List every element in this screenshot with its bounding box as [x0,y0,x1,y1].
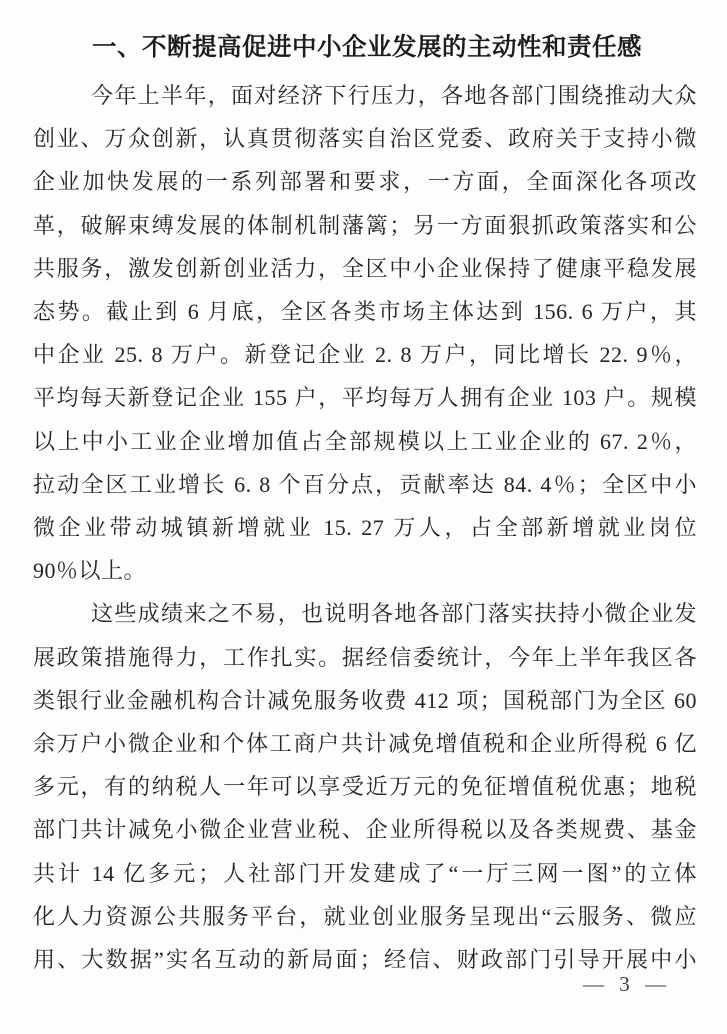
section-heading: 一、不断提高促进中小企业发展的主动性和责任感 [92,34,642,61]
text-line: 余万户小微企业和个体工商户共计减免增值税和企业所得税 6 亿 [33,731,697,757]
text-line: 用、大数据”实名互动的新局面；经信、财政部门引导开展中小 [33,947,697,973]
text-line: 创业、万众创新，认真贯彻落实自治区党委、政府关于支持小微 [33,126,697,152]
text-line: 这些成绩来之不易，也说明各地各部门落实扶持小微企业发 [91,601,697,627]
text-line: 共服务，激发创新创业活力，全区中小企业保持了健康平稳发展 [33,255,697,281]
text-line: 类银行业金融机构合计减免服务收费 412 项；国税部门为全区 60 [33,687,697,713]
text-line: 部门共计减免小微企业营业税、企业所得税以及各类规费、基金 [33,817,697,843]
document-body [0,66,697,981]
text-line: 共计 14 亿多元；人社部门开发建成了“一厅三网一图”的立体 [33,860,697,886]
text-line: 以上中小工业企业增加值占全部规模以上工业企业的 67. 2％， [33,428,697,454]
text-line: 态势。截止到 6 月底，全区各类市场主体达到 156. 6 万户，其 [33,299,697,325]
paragraph-2 [33,592,697,981]
text-line: 拉动全区工业增长 6. 8 个百分点，贡献率达 84. 4％；全区中小 [33,471,697,497]
text-line: 中企业 25. 8 万户。新登记企业 2. 8 万户，同比增长 22. 9％， [33,342,697,368]
text-line: 今年上半年，面对经济下行压力，各地各部门围绕推动大众 [91,83,697,108]
text-line: 平均每天新登记企业 155 户，平均每万人拥有企业 103 户。规模 [33,385,697,411]
text-line: 多元，有的纳税人一年可以享受近万元的免征增值税优惠；地税 [33,774,697,800]
text-line: 革，破解束缚发展的体制机制藩篱；另一方面狠抓政策落实和公 [33,212,697,238]
page-number: — 3 — [583,972,671,996]
text-line: 微企业带动城镇新增就业 15. 27 万人，占全部新增就业岗位 [33,515,697,541]
text-line: 化人力资源公共服务平台，就业创业服务呈现出“云服务、微应 [33,903,697,929]
text-line: 企业加快发展的一系列部署和要求，一方面，全面深化各项改 [33,169,697,195]
paragraph-1 [33,74,697,592]
text-line: 展政策措施得力，工作扎实。据经信委统计，今年上半年我区各 [33,644,697,670]
text-line: 90％以上。 [33,558,147,584]
